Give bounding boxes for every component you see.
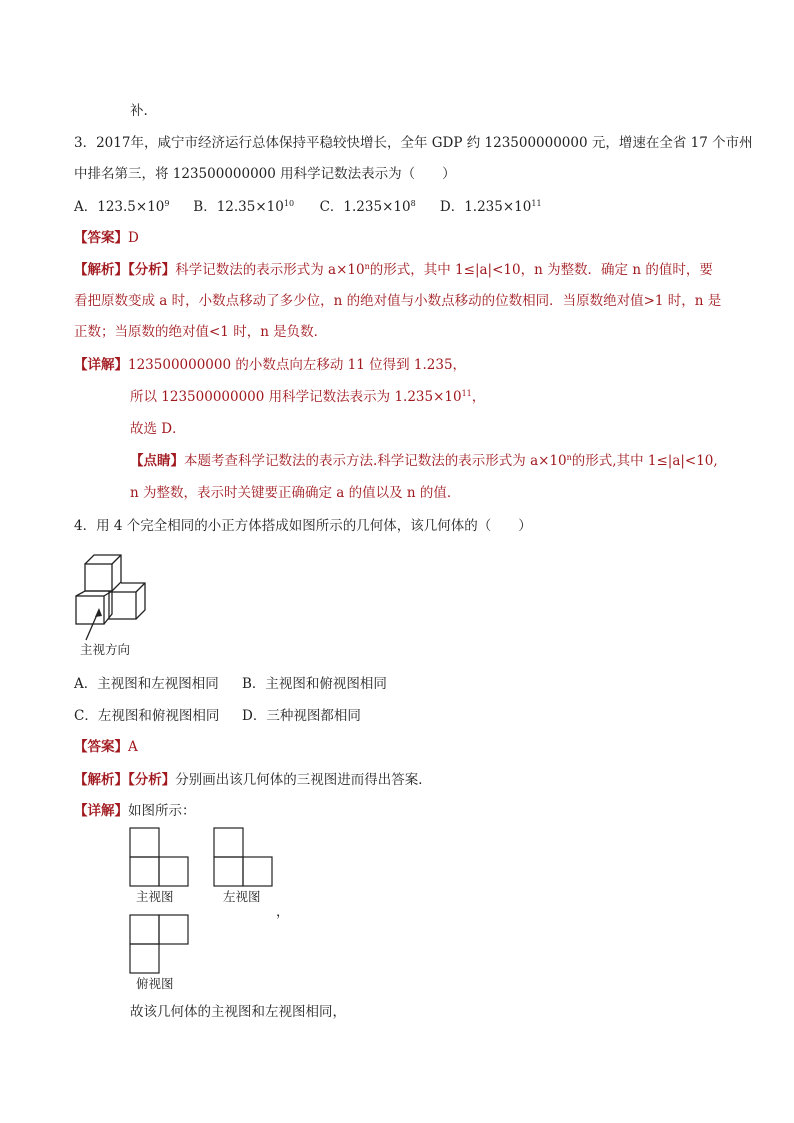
top-view-drawing [129, 914, 191, 974]
cube-top-front [85, 564, 112, 591]
q3-analysis-line1: 【解析】【分析】科学记数法的表示形式为 $a\times 10^n$的形式，其中 1≤|a|<10，n 为整数．确定 n 的值时，要 [74, 262, 713, 278]
q3-option-b: B．$12.35\times 10^{10}$ [193, 199, 295, 215]
top-view-label: 俯视图 [136, 976, 174, 991]
analysis-label: 【解析】【分析】 [74, 772, 176, 788]
top-fragment: 补. [130, 103, 148, 119]
q3-detail-line2: 所以 123500000000 用科学记数法表示为 $1.235\times 10^{11}$， [130, 389, 486, 405]
q4-stem: 4．用 4 个完全相同的小正方体搭成如图所示的几何体，该几何体的（ ） [74, 518, 532, 534]
q3-analysis-line3: 正数；当原数的绝对值<1 时，n 是负数． [74, 324, 328, 340]
q3-option-a: A．$123.5\times 10^9$ [74, 199, 170, 215]
detail-label: 【详解】 [74, 357, 128, 373]
note-label: 【点睛】 [130, 453, 184, 469]
q4-conclusion: 故该几何体的主视图和左视图相同， [130, 1004, 346, 1020]
q3-options [74, 197, 542, 217]
q3-stem-line1: 3．2017年，咸宁市经济运行总体保持平稳较快增长，全年 GDP 约 123500000000 元，增速在全省 17 个市州 [74, 135, 753, 151]
cube-front-front [76, 596, 104, 624]
q4-detail: 【详解】如图所示： [74, 803, 196, 819]
front-view-drawing [129, 827, 191, 887]
left-view-label: 左视图 [223, 889, 261, 904]
cube-figure [72, 546, 158, 652]
q3-analysis-line2: 看把原数变成 a 时，小数点移动了多少位，n 的绝对值与小数点移动的位数相同．当原数绝对值>1 时，n 是 [74, 293, 722, 309]
left-view-drawing [213, 827, 275, 887]
q3-option-c: C．$1.235\times 10^8$ [319, 199, 416, 215]
q4-option-a: A．主视图和左视图相同 [74, 676, 219, 692]
q3-note-line1: 【点睛】本题考查科学记数法的表示方法.科学记数法的表示形式为 $a\times 10^n$的形式,其中 1≤|a|<10, [130, 453, 718, 469]
q4-option-b: B．主视图和俯视图相同 [242, 676, 387, 692]
answer-label: 【答案】 [74, 230, 128, 246]
cube-right-edges [121, 583, 145, 619]
q4-option-c: C．左视图和俯视图相同 [74, 708, 220, 724]
q3-answer [74, 228, 139, 248]
q3-detail-line1: 【详解】123500000000 的小数点向左移动 11 位得到 1.235， [74, 357, 467, 373]
q3-option-d: D．$1.235\times 10^{11}$ [439, 199, 542, 215]
front-view-label: 主视图 [136, 889, 174, 904]
answer-label: 【答案】 [74, 739, 128, 755]
answer-value: D [128, 230, 139, 246]
q3-note-line2: n 为整数，表示时关键要正确确定 a 的值以及 n 的值． [130, 485, 461, 501]
q3-detail-line3: 故选 D． [130, 421, 186, 437]
q4-answer [74, 737, 138, 757]
q3-stem-line2: 中排名第三，将 123500000000 用科学记数法表示为（ ） [74, 166, 456, 182]
q4-options-row2 [74, 706, 361, 726]
q4-option-d: D．三种视图都相同 [242, 708, 361, 724]
cube-right-front [109, 592, 136, 619]
q4-analysis: 【解析】【分析】分别画出该几何体的三视图进而得出答案． [74, 772, 432, 788]
detail-label: 【详解】 [74, 803, 128, 819]
q4-options-row1 [74, 674, 387, 694]
views-comma: ， [276, 904, 290, 920]
analysis-label: 【解析】【分析】 [74, 262, 176, 278]
answer-value: A [128, 739, 138, 755]
figure-caption: 主视方向 [80, 642, 131, 657]
